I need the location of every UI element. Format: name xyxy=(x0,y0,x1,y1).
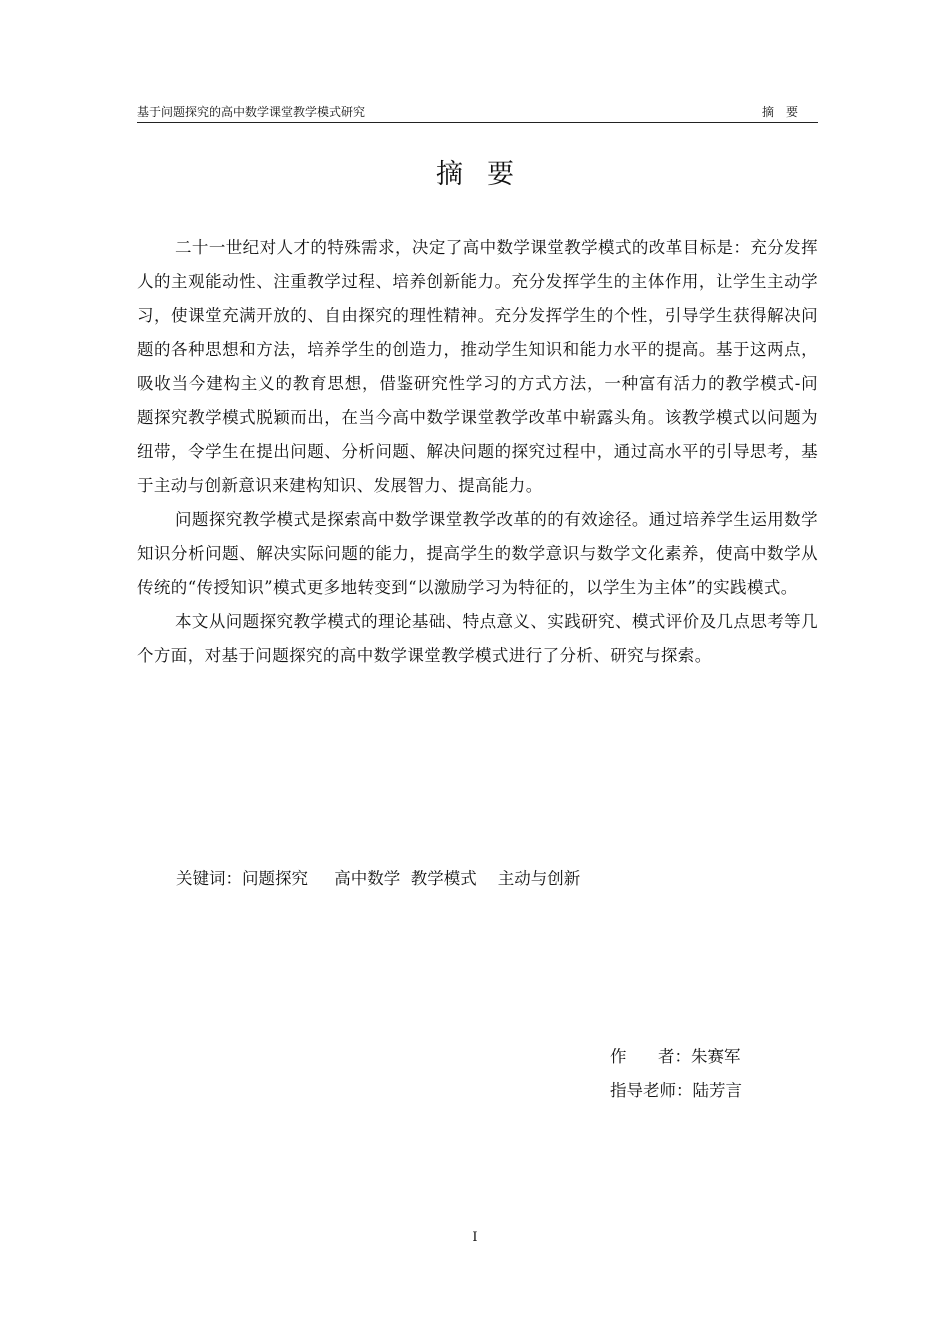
advisor-line: 指导老师：陆芳言 xyxy=(610,1081,742,1100)
running-header xyxy=(137,104,818,123)
page-number: I xyxy=(472,1230,478,1245)
author-block xyxy=(610,1040,742,1108)
abstract-paragraph-3: 本文从问题探究教学模式的理论基础、特点意义、实践研究、模式评价及几点思考等几个方面，对基于问题探究的高中数学课堂教学模式进行了分析、研究与探索。 xyxy=(137,612,818,665)
keywords-line: 关键词：问题探究 高中数学 教学模式 主动与创新 xyxy=(176,869,581,888)
running-header-title: 基于问题探究的高中数学课堂教学模式研究 xyxy=(137,105,366,119)
author-line: 作 者：朱赛军 xyxy=(610,1047,741,1066)
running-header-section: 摘要 xyxy=(761,105,810,119)
abstract-paragraph-1: 二十一世纪对人才的特殊需求，决定了高中数学课堂教学模式的改革目标是：充分发挥人的主观能动性、注重教学过程、培养创新能力。充分发挥学生的主体作用，让学生主动学习，使课堂充满开放的、自由探究的理性精神。充分发挥学生的个性，引导学生获得解决问题的各种思想和方法，培养学生的创造力，推动学生知识和能力水平的提高。基于这两点，吸收当今建构主义的教育思想，借鉴研究性学习的方式方法，一种富有活力的教学模式-问题探究教学模式脱颖而出，在当今高中数学课堂教学改革中崭露头角。该教学模式以问题为纽带，令学生在提出问题、分析问题、解决问题的探究过程中，通过高水平的引导思考，基于主动与创新意识来建构知识、发展智力、提高能力。 xyxy=(137,238,818,495)
abstract-body xyxy=(137,231,818,673)
abstract-paragraph-2: 问题探究教学模式是探索高中数学课堂教学改革的的有效途径。通过培养学生运用数学知识分析问题、解决实际问题的能力，提高学生的数学意识与数学文化素养，使高中数学从传统的“传授知识”模式更多地转变到“以激励学习为特征的，以学生为主体”的实践模式。 xyxy=(137,510,818,597)
abstract-heading: 摘要 xyxy=(436,159,538,190)
